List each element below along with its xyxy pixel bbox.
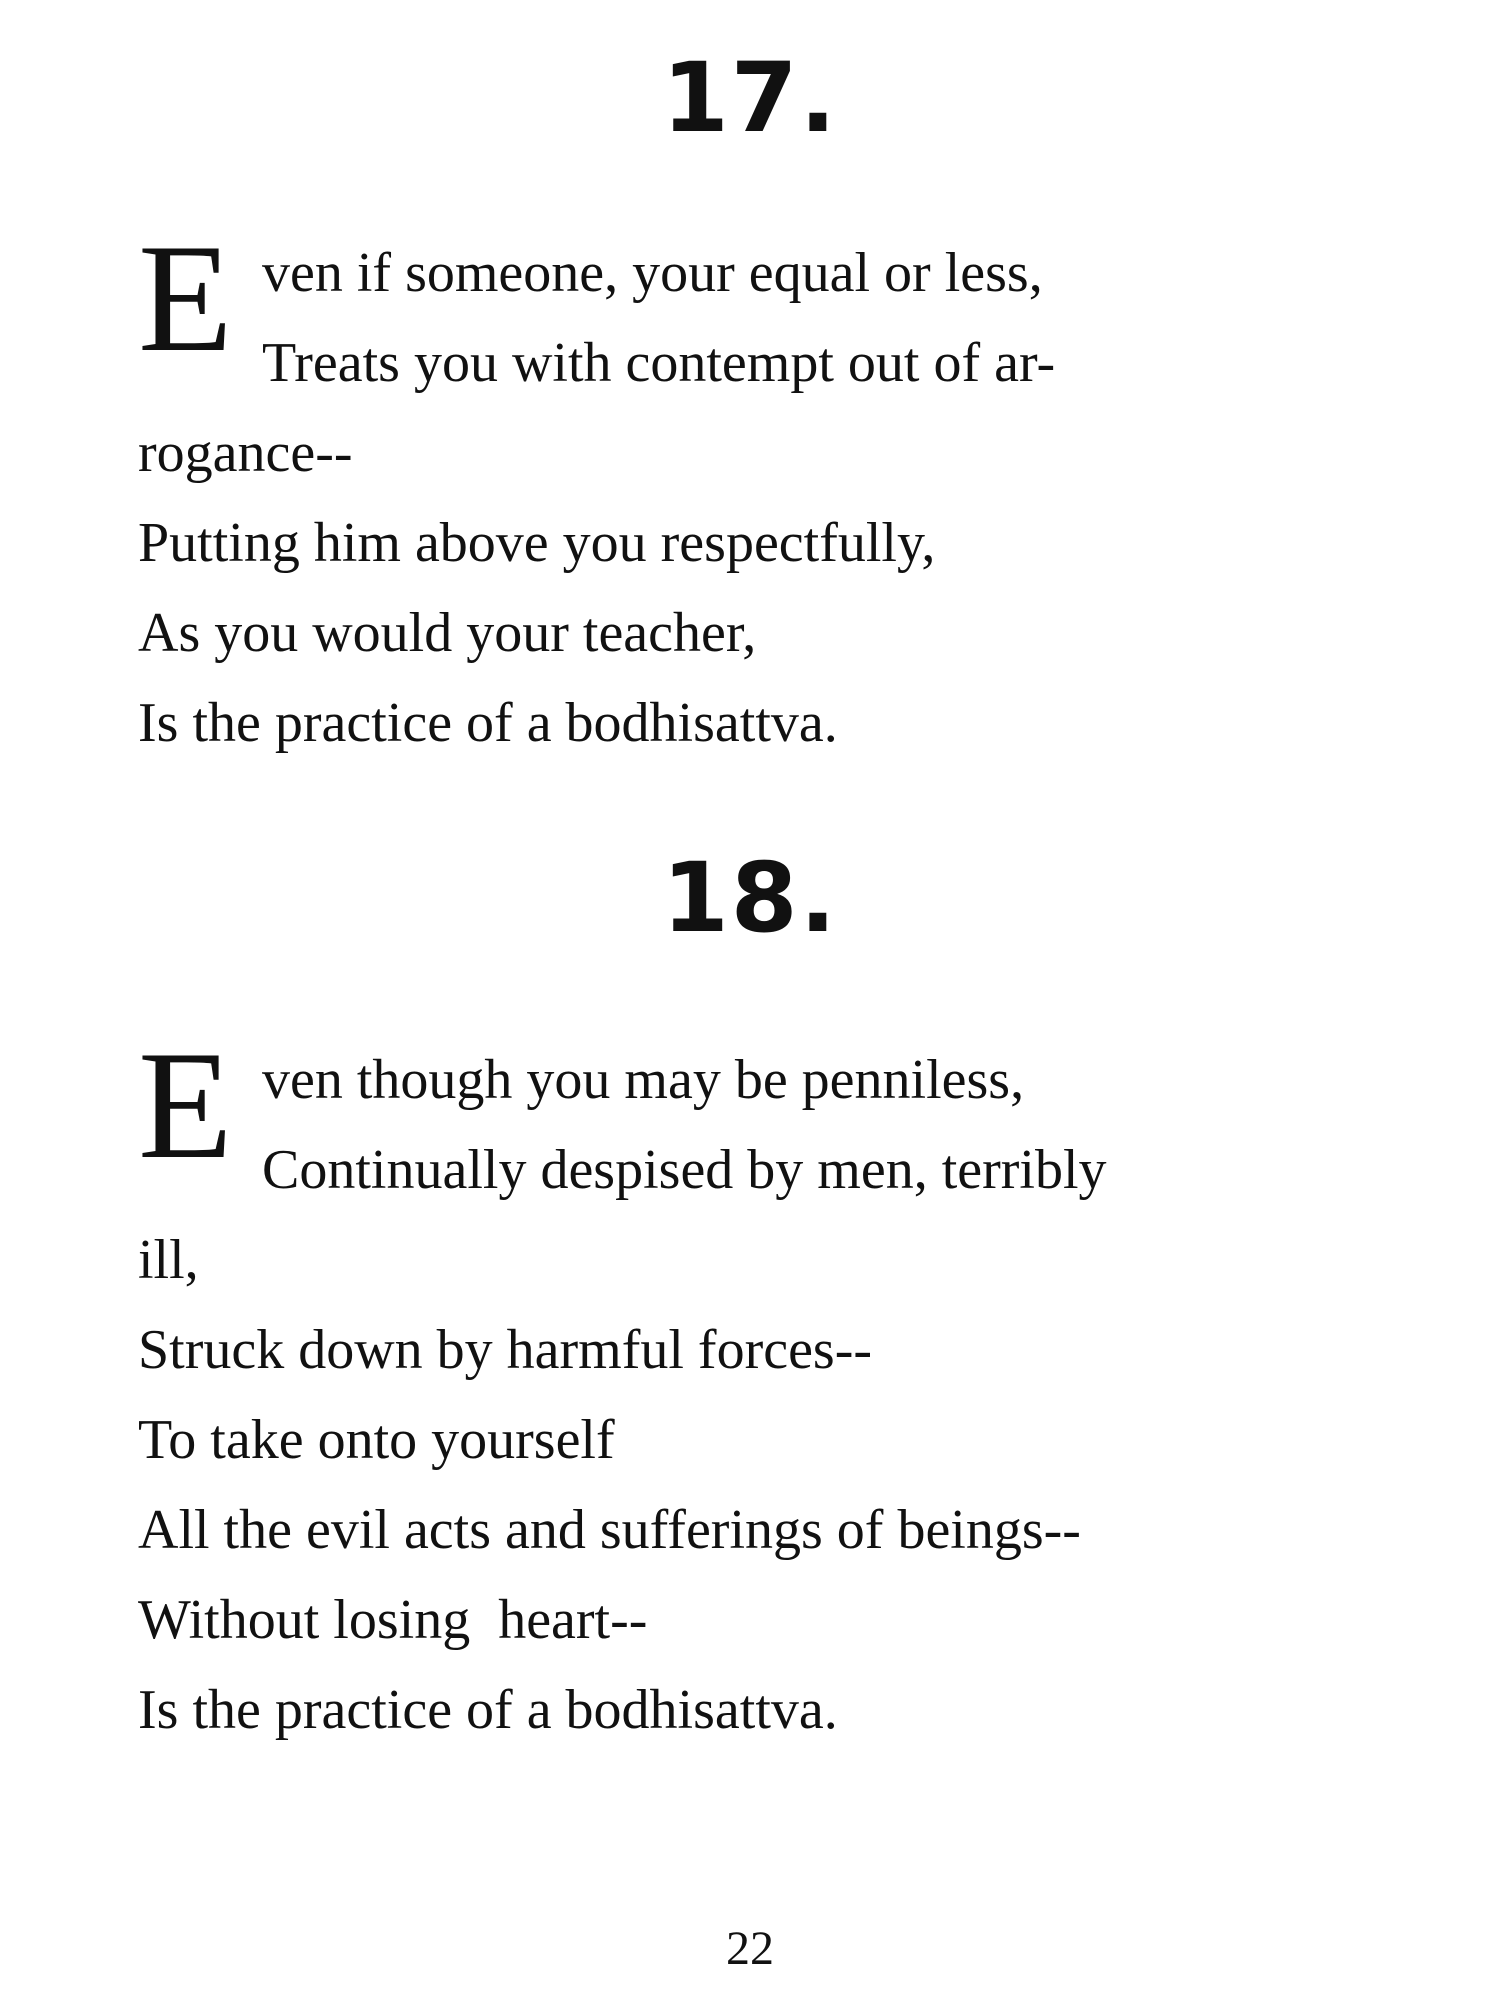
verse-line: ven if someone, your equal or less, [262,242,1043,304]
verse-number-17: 17. [661,42,839,154]
verse-line: Struck down by harmful forces-- [138,1319,873,1381]
verse-line: To take onto yourself [138,1409,615,1471]
verse-line: Is the practice of a bodhisattva. [138,1679,838,1741]
verse-number-18: 18. [661,842,839,954]
verse-17-stanza [138,212,1400,768]
verse-line: ven though you may be penniless, [262,1049,1025,1111]
verse-line: rogance-- [138,422,353,484]
verse-line: Putting him above you respectfully, [138,512,936,574]
verse-line: As you would your teacher, [138,602,757,664]
verse-line: All the evil acts and sufferings of beings-- [138,1499,1081,1561]
verse-18-stanza [138,1019,1400,1755]
verse-line: Treats you with contempt out of ar- [262,332,1056,394]
page-number: 22 [726,1922,774,1975]
verse-line: ill, [138,1229,199,1291]
verse-line: Continually despised by men, terribly [262,1139,1107,1201]
drop-cap-letter: E [138,1019,233,1191]
drop-cap-letter: E [138,212,233,384]
verse-line: Without losing heart-- [138,1589,648,1651]
verse-line: Is the practice of a bodhisattva. [138,692,838,754]
